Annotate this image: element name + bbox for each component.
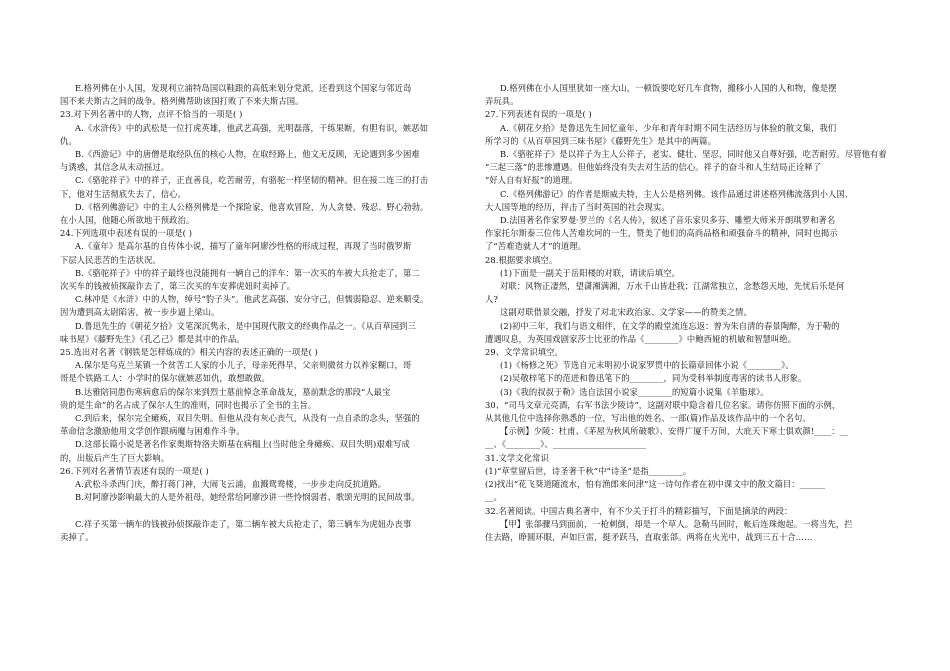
text-line: 味书屋》《藤野先生》《孔乙己》都是其中的作品。 (60, 333, 245, 344)
text-line: 27.下列表述有误的一项是( ) (485, 109, 592, 120)
text-line: B.对阿廖沙影响最大的人是外祖母，她经常给阿廖沙讲一些怜悯弱者、歌颂光明的民间故事。 (75, 492, 420, 503)
text-line: 的，出版后产生了巨大影响。 (60, 452, 170, 463)
text-line: D.《格列佛游记》中的主人公格列佛是一个探险家，他喜欢冒险，为人贪婪、残忍、野心勃勃。 (75, 201, 429, 212)
text-line (60, 505, 470, 518)
text-line: 遭遇叹息，为英国戏剧家莎士比亚的作品《________》中鲍西娅的机敏和智慧叫绝。 (485, 333, 797, 344)
text-line: B.《骆驼祥子》是以祥子为主人公祥子，老实、健壮、坚忍，同时他又自尊好强，吃苦耐劳。尽管他有着 (500, 149, 887, 160)
text-line: (2)找出“花飞葵道随流水，怕有渔郎来问津”这一诗句作者在初中课文中的散文篇目：______ (485, 479, 826, 490)
text-line: 作家托尔斯泰三位伟人苦难坎坷的一生，赞美了他们的高尚品格和顽强奋斗的精神，同时也揭示 (485, 228, 838, 239)
text-line: 这副对联借景交融，抒发了对北宋政治家、文学家——的赞美之情。 (500, 307, 752, 318)
text-line: 住去路，睁圆环眼，声如巨雷，挺矛跃马，直取张郃。两将在火光中，战到三五十合…… (485, 531, 813, 542)
text-line: D.鲁迅先生的《朝花夕拾》文笔深沉隽永，是中国现代散文的经典作品之一。《从百草园到三 (75, 320, 416, 331)
text-line: D.这部长篇小说是著名作家奥斯特洛夫斯基在病榻上(当时他全身瘫痪、双目失明)艰难写成 (75, 439, 410, 450)
text-line: 卖掉了。 (60, 531, 94, 542)
text-line: (1)《杨修之死》节选自元末明初小说家罗贯中的长篇章回体小说《________》。 (500, 360, 794, 371)
text-line: 国不来夫斯古之间的战争。格列佛帮助该国打败了不来夫斯古国。 (60, 96, 304, 107)
text-line: 31.文学文化常识 (485, 452, 549, 463)
text-line: 下层人民悲苦的生活状况。 (60, 254, 161, 265)
text-line: 对联：风物正凄然，望潇湘满湘，万水千山皆赴我；江湖常独立，念愁怨天地，先忧后乐是何 (500, 281, 845, 292)
text-line: 次买车的钱被侦探敲诈去了，第三次买的车安葬虎妞时卖掉了。 (60, 281, 296, 292)
text-line: B.达雅陪同患伤寒病愈后的保尔来到烈士墓前悼念革命战友，墓前默念的那段“人最宝 (75, 386, 391, 397)
text-line: (2)吴敬梓笔下的范进和鲁迅笔下的________，同为受科举制度毒害的读书人形象。 (500, 373, 807, 384)
text-line: C.祥子买第一辆车的钱被孙侦探敲诈走了，第二辆车被大兵抢走了，第三辆车为虎妞办丧事 (75, 518, 412, 529)
text-line: 32.名著阅读。中国古典名著中，有不少关于打斗的精彩描写，下面是摘录的两段： (485, 505, 793, 516)
text-line: 仇。 (60, 135, 77, 146)
right-column (485, 82, 890, 544)
text-line: 大人国等地的经历，抨击了当时英国的社会现实。 (485, 201, 670, 212)
text-line: 30、“司马文章元亮酒，右军书法少陵诗”，这副对联中隐含着几位名家。请你仿照下面的示例， (485, 399, 841, 410)
text-line: 【甲】张郃骤马到面前，一枪刺倒，却是一个草人。急勒马回时，帐后连珠炮起。一将当先，拦 (500, 518, 853, 529)
text-line: C.林冲是《水浒》中的人物，绰号“豹子头”。他武艺高强、安分守己，但懦弱隐忍、逆来顺受。 (75, 294, 429, 305)
left-column (60, 82, 470, 544)
text-line: C.到后来，保尔完全瘫痪，双目失明。但他从没有灰心丧气，从没有一点自杀的念头，坚强的 (75, 413, 420, 424)
text-line: A.《水浒传》中的武松是一位打虎英雄，他武艺高强，光明磊落，干练果断，有胆有识，嫉恶如 (75, 122, 429, 133)
text-line: (1)下面是一副关于岳阳楼的对联，请读后填空。 (500, 267, 680, 278)
text-line: (3)《我的叔叔于勒》选自法国小说家________的短篇小说集《羊脂球》。 (500, 386, 769, 397)
text-line: 与诱惑，其信念从未动摇过。 (60, 162, 170, 173)
text-line: 26.下列对名著情节表述有误的一项是( ) (60, 465, 209, 476)
text-line: 25.选出对名著《钢铁是怎样炼成的》相关内容的表述正确的一项是( ) (60, 347, 319, 358)
text-line: 从其他几位中选择你熟悉的一位，写出他的姓名、一部(篇)作品及该作品中的一个名句。 (485, 413, 811, 424)
text-line: 下，他对生活彻底失去了，信心。 (60, 188, 186, 199)
text-line: 【示例】少陵：杜甫、《茅屋为秋风所破歌》、安得广厦千万间，大庇天下寒士俱欢颜!____：__ (500, 426, 849, 437)
text-line: A.武松斗杀西门庆，醉打蒋门神，大闹飞云浦，血溅鸳鸯楼，一步步走向反抗道路。 (75, 479, 387, 490)
text-line: C.《格列佛游记》的作者是斯威夫特，主人公是格列佛。该作品通过讲述格列佛流落到小人国、 (500, 188, 854, 199)
text-line: 在小人国，他随心所欲地干预政治。 (60, 215, 195, 226)
text-line: 28.根据要求填空。 (485, 254, 558, 265)
text-line: __、《________》、______________________ (485, 439, 647, 450)
text-line: 所学习的《从百草园到三味书屋》《藤野先生》是其中的两篇。 (485, 135, 716, 146)
text-line: A.《朝花夕拾》是鲁迅先生回忆童年、少年和青年时期不同生活经历与体验的散文集，我们 (500, 122, 837, 133)
text-line: 29、文学常识填空。 (485, 347, 563, 358)
text-line: 人? (485, 294, 498, 305)
text-line: “三起三落”的悲惨遭遇。但他始终没有失去对生活的信心。祥子的奋斗和人生结局正诠释了 (485, 162, 822, 173)
text-line: B.《骆驼祥子》中的祥子最终也没能拥有一辆自己的洋车：第一次买的车被大兵抢走了，第二 (75, 267, 420, 278)
text-line: D.法国著名作家罗曼·罗兰的《名人传》，叙述了音乐家贝多芬、雕塑大师米开朗琪罗和著名 (500, 215, 836, 226)
text-line: A.《童年》是高尔基的自传体小说，描写了童年阿廖沙性格的形成过程，再现了当时俄罗斯 (75, 241, 412, 252)
text-line: 了“苦难造就人才”的道理。 (485, 241, 587, 252)
text-line: 23.对下列名著中的人物，点评不恰当的一项是( ) (60, 109, 243, 120)
text-line: “好人自有好报”的道理。 (485, 175, 578, 186)
text-line: __。 (485, 492, 502, 503)
text-line: B.《西游记》中的唐僧是取经队伍的核心人物，在取经路上，他文无反顾，无论遇到多少困难 (75, 149, 420, 160)
text-line: 贵的是生命”的名占成了保尔人生的准则，同时也揭示了全书的主旨。 (60, 399, 317, 410)
text-line: 弄玩具。 (485, 96, 519, 107)
text-line: E.格列佛在小人国，发现利立浦特岛国以鞋跟的高低来划分党派，还看到这个国家与邻近岛 (75, 83, 412, 93)
text-line: 革命信念激励他用文学创作跟病魔与困难作斗争。 (60, 426, 245, 437)
text-line: 24.下列选项中表述有误的一项是( ) (60, 228, 193, 239)
text-line: A.保尔是乌克兰某镇一个贫苦工人家的小儿子，母亲死得早，父亲则微贫力以养家糊口，哥 (75, 360, 412, 371)
text-line: 哥是个铁路工人：小学时的保尔就嫉恶如仇，敢想敢做。 (60, 373, 270, 384)
text-line: (1)“草堂留后世，诗圣著千秋”中“诗圣”是指________。 (485, 465, 692, 476)
text-line: 因为遭到高太尉陷害，被一步步逼上梁山。 (60, 307, 220, 318)
text-line: D.格列佛在小人国里犹如一座大山，一顿饭要吃好几车食物，搬移小人国的人和物，像是摆 (500, 83, 837, 93)
text-line: (2)初中三年，我们与语文相伴，在文学的殿堂流连忘返：曾为朱自清的春景陶醉，为于勒的 (500, 320, 840, 331)
text-line: C.《骆驼祥子》中的祥子，正直善良，吃苦耐劳，有骆驼一样坚韧的精神。但在接二连三的打击 (75, 175, 429, 186)
